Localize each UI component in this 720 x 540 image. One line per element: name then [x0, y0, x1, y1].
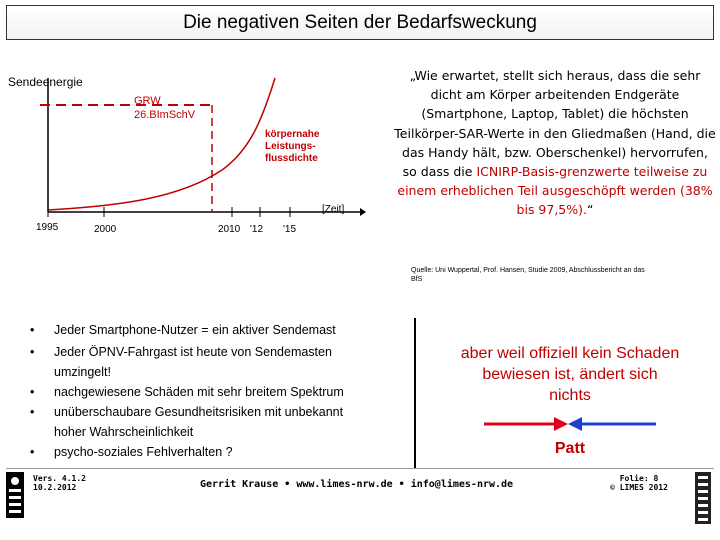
curve-label-1: körpernahe — [265, 129, 320, 140]
energy-chart-svg — [0, 60, 400, 260]
quote-end: “ — [586, 202, 594, 218]
bullet-2-cont: umzingelt! — [54, 365, 111, 379]
curve-label-2: Leistungs- — [265, 141, 316, 152]
bullet-bracket — [410, 318, 416, 468]
bullet-4-cont: hoher Wahrscheinlichkeit — [54, 425, 194, 439]
energy-chart — [0, 60, 400, 260]
page-title: Die negativen Seiten der Bedarfsweckung — [183, 12, 537, 33]
patt-label: Patt — [554, 440, 586, 457]
bullet-symbol: • — [30, 345, 35, 359]
x-axis-label: [Zeit] — [322, 204, 345, 215]
bullet-symbol: • — [30, 405, 35, 419]
bullet-3: nachgewiesene Schäden mit sehr breitem Spektrum — [54, 385, 344, 399]
grw-label: GRW — [134, 95, 161, 107]
bullet-4: unüberschaubare Gesundheitsrisiken mit unbekannt — [54, 405, 344, 419]
flux-density-curve — [48, 78, 275, 210]
tick-label-15: '15 — [283, 224, 297, 235]
title-bar — [6, 5, 714, 40]
opposing-arrows — [480, 412, 660, 436]
quote-text: „Wie erwartet, stellt sich heraus, dass die sehr dicht am Körper arbeitenden Endgeräte (Smartphone, Laptop, Tablet) die höchsten Teilkörper-SAR-Werte in den Gliedmaßen (Hand, die das Handy hält, bzw. Oberschenkel) hervorrufen, so dass die — [394, 68, 716, 180]
bullet-symbol: • — [30, 385, 35, 399]
footer-divider — [6, 468, 714, 469]
bullet-1: Jeder Smartphone-Nutzer = ein aktiver Sendemast — [54, 323, 336, 337]
version-number: Vers. 4.1.2 — [33, 474, 86, 483]
study-quote — [393, 66, 717, 220]
tick-label-2000: 2000 — [94, 224, 117, 235]
curve-label-3: flussdichte — [265, 153, 318, 164]
tick-label-2010: 2010 — [218, 224, 241, 235]
y-axis-label: Sendeenergie — [8, 75, 83, 89]
conclusion-text: aber weil offiziell kein Schaden bewiesen ist, ändert sich nichts — [460, 345, 680, 404]
tick-label-1995: 1995 — [36, 222, 59, 233]
copyright: © LIMES 2012 — [610, 483, 668, 492]
slide-number: Folie: 8 — [619, 474, 659, 483]
decorative-bars-icon — [693, 472, 713, 524]
tick-label-12: '12 — [250, 224, 264, 235]
footer-contact: Gerrit Krause • www.limes-nrw.de • info@limes-nrw.de — [200, 479, 514, 490]
version-date: 10.2.2012 — [33, 483, 77, 492]
red-arrow-head — [554, 417, 568, 431]
limes-logo-icon — [6, 472, 24, 518]
slide-number-info — [584, 474, 694, 492]
source-note: Quelle: Uni Wuppertal, Prof. Hansen, Studie 2009, Abschlussbericht an das BfS — [411, 267, 645, 283]
blue-arrow-head — [568, 417, 582, 431]
version-info — [33, 474, 86, 492]
x-axis-arrow — [360, 208, 366, 216]
bimschv-label: 26.BImSchV — [134, 109, 196, 121]
quote-highlight: ICNIRP-Basis-grenzwerte teilweise zu einem erheblichen Teil ausgeschöpft werden (38% bis 97,5%). — [397, 164, 713, 218]
bullet-5: psycho-soziales Fehlverhalten ? — [54, 445, 233, 459]
bullet-2: Jeder ÖPNV-Fahrgast ist heute von Sendemasten — [54, 345, 332, 359]
bullet-symbol: • — [30, 323, 35, 337]
bullet-symbol: • — [30, 445, 35, 459]
